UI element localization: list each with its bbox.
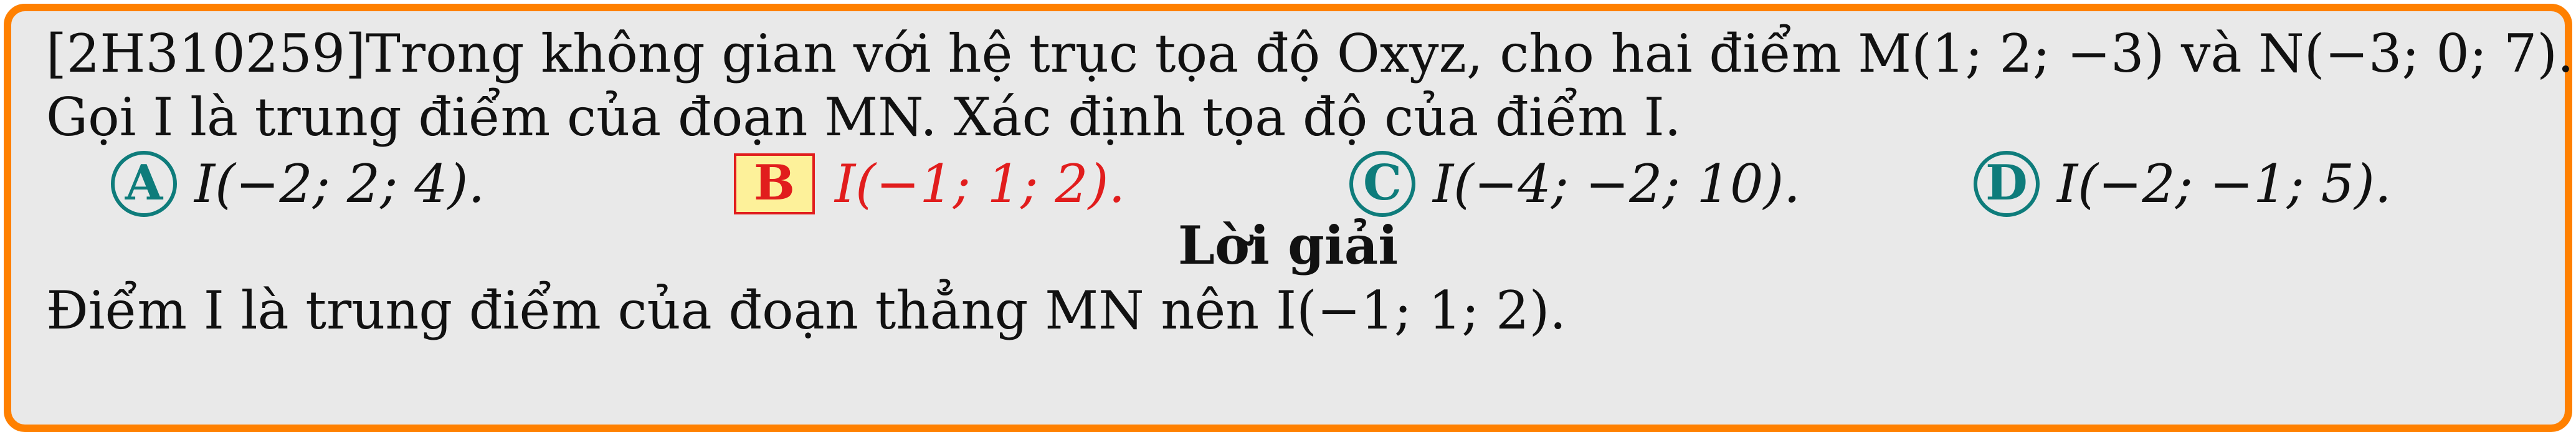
option-d-marker: D xyxy=(1974,151,2040,217)
solution-text: Điểm I là trung điểm của đoạn thẳng MN nên I(−1; 1; 2). xyxy=(46,280,1567,341)
option-d-text: I(−2; −1; 5). xyxy=(2057,153,2392,214)
option-c[interactable] xyxy=(1349,150,1800,218)
question-line-1: [2H310259]Trong không gian với hệ trục tọa độ Oxyz, cho hai điểm M(1; 2; −3) và N(−3; 0; 7). xyxy=(46,23,2574,84)
option-c-text: I(−4; −2; 10). xyxy=(1433,153,1800,214)
option-b-text: I(−1; 1; 2). xyxy=(835,153,1126,214)
question-line-2: Gọi I là trung điểm của đoạn MN. Xác định tọa độ của điểm I. xyxy=(46,87,1681,148)
option-b[interactable] xyxy=(734,150,1125,218)
options-row xyxy=(11,150,2565,218)
option-c-marker: C xyxy=(1349,151,1415,217)
option-a-text: I(−2; 2; 4). xyxy=(194,153,485,214)
option-a[interactable] xyxy=(111,150,485,218)
option-d[interactable] xyxy=(1974,150,2392,218)
solution-heading: Lời giải xyxy=(1177,214,1399,276)
question-box xyxy=(4,4,2572,432)
option-a-marker: A xyxy=(111,151,177,217)
option-b-marker: B xyxy=(734,153,815,214)
